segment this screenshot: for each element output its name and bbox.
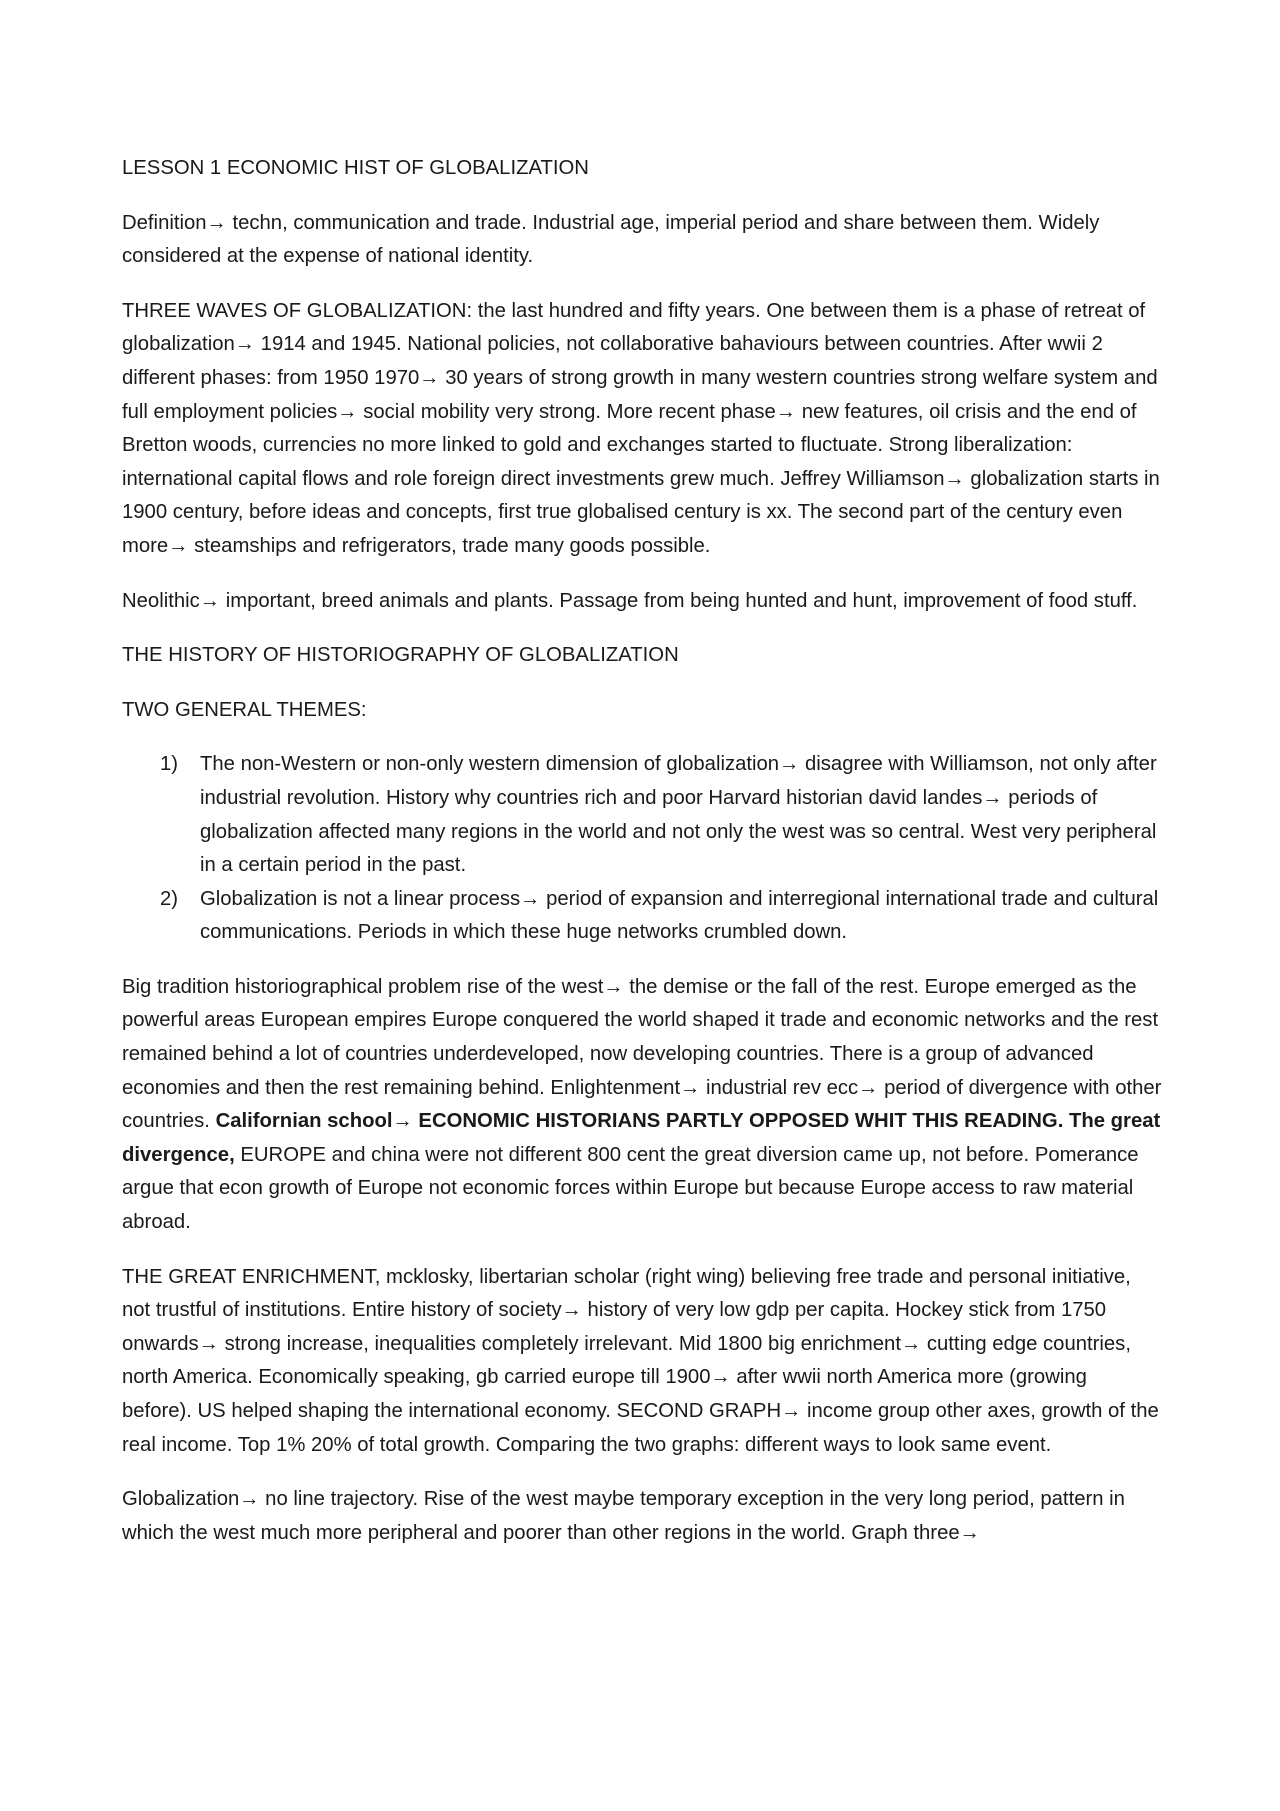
paragraph-neolithic: Neolithic→ important, breed animals and plants. Passage from being hunted and hunt, improvement of food stuff.: [122, 589, 1138, 612]
paragraph-definition: Definition→ techn, communication and trade. Industrial age, imperial period and share between them. Widely considered at the expense of national identity.: [122, 211, 1100, 268]
paragraph-big-tradition: [122, 971, 1162, 1240]
list-item: [122, 883, 1162, 950]
heading-general-themes: TWO GENERAL THEMES:: [122, 698, 367, 721]
list-item-number: 2): [160, 887, 179, 910]
big-tradition-text-2: EUROPE and china were not different 800 cent the great diversion came up, not before. Pomerance argue that econ growth of Europe not economic forces within Europe but because Europe access to raw material abroad.: [122, 1143, 1139, 1234]
big-tradition-text-1: Big tradition historiographical problem rise of the west→ the demise or the fall of the rest. Europe emerged as the powerful areas European empires Europe conquered the world shaped it trade and economic networks and the rest remained behind a lot of countries underdeveloped, now developing countries. There is a group of advanced economies and then the rest remaining behind. Enlightenment→ industrial rev ecc→ period of divergence with other countries.: [122, 975, 1162, 1133]
document-page: [122, 152, 1162, 1571]
heading-historiography: THE HISTORY OF HISTORIOGRAPHY OF GLOBALIZATION: [122, 644, 679, 667]
paragraph-globalization-trajectory: Globalization→ no line trajectory. Rise of the west maybe temporary exception in the very long period, pattern in which the west much more peripheral and poorer than other regions in the world. Graph three→: [122, 1488, 1125, 1544]
list-item-text: Globalization is not a linear process→ period of expansion and interregional international trade and cultural communications. Periods in which these huge networks crumbled down.: [200, 887, 1159, 944]
big-tradition-bold-text: Californian school→ ECONOMIC HISTORIANS PARTLY OPPOSED WHIT THIS READING. The great divergence,: [122, 1110, 1161, 1166]
themes-list: [122, 748, 1162, 950]
lesson-title: LESSON 1 ECONOMIC HIST OF GLOBALIZATION: [122, 157, 589, 179]
list-item: [122, 748, 1162, 882]
list-item-text: The non-Western or non-only western dimension of globalization→ disagree with Williamson, not only after industrial revolution. History why countries rich and poor Harvard historian david landes→ periods of globalization affected many regions in the world and not only the west was so central. West very peripheral in a certain period in the past.: [200, 753, 1157, 877]
paragraph-three-waves: THREE WAVES OF GLOBALIZATION: the last hundred and fifty years. One between them is a phase of retreat of globalization→ 1914 and 1945. National policies, not collaborative bahaviours between countries. After wwii 2 different phases: from 1950 1970→ 30 years of strong growth in many western countries strong welfare system and full employment policies→ social mobility very strong. More recent phase→ new features, oil crisis and the end of Bretton woods, currencies no more linked to gold and exchanges started to fluctuate. Strong liberalization: international capital flows and role foreign direct investments grew much. Jeffrey Williamson→ globalization starts in 1900 century, before ideas and concepts, first true globalised century is xx. The second part of the century even more→ steamships and refrigerators, trade many goods possible.: [122, 299, 1160, 557]
paragraph-great-enrichment: THE GREAT ENRICHMENT, mcklosky, libertarian scholar (right wing) believing free trade and personal initiative, not trustful of institutions. Entire history of society→ history of very low gdp per capita. Hockey stick from 1750 onwards→ strong increase, inequalities completely irrelevant. Mid 1800 big enrichment→ cutting edge countries, north America. Economically speaking, gb carried europe till 1900→ after wwii north America more (growing before). US helped shaping the international economy. SECOND GRAPH→ income group other axes, growth of the real income. Top 1% 20% of total growth. Comparing the two graphs: different ways to look same event.: [122, 1265, 1159, 1456]
list-item-number: 1): [160, 753, 179, 776]
